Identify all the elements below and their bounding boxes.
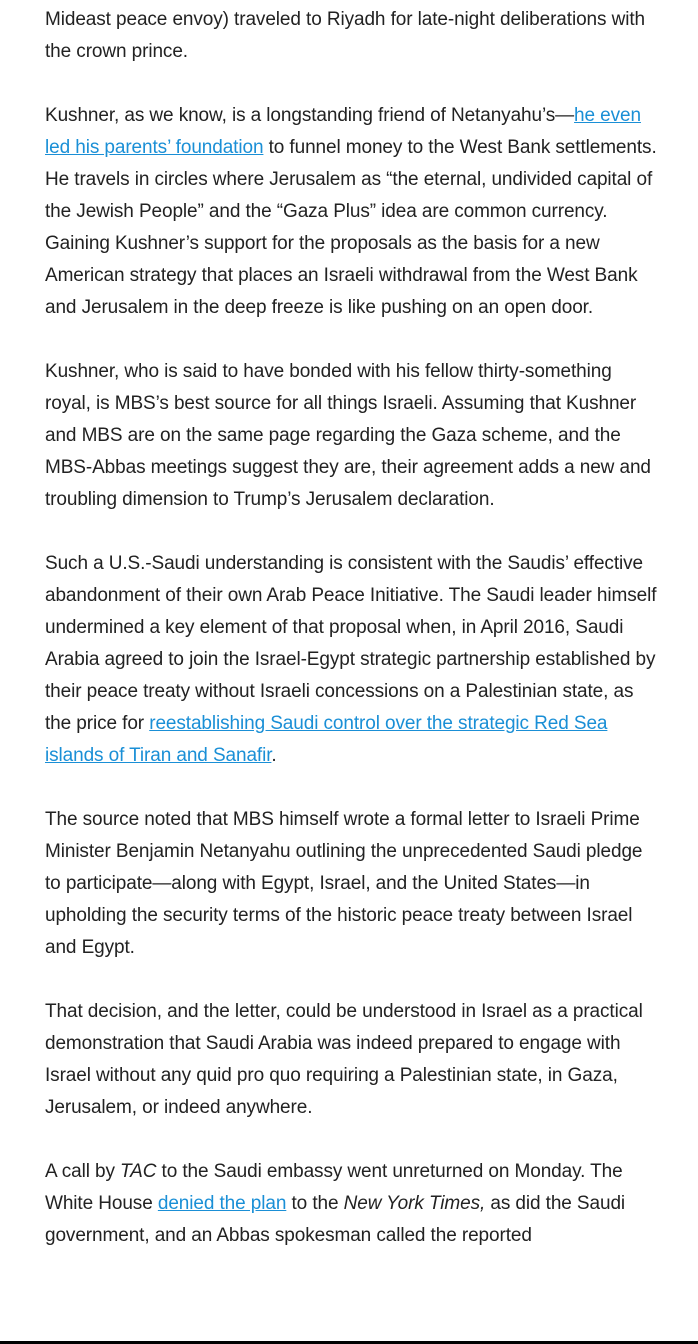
paragraph-kushner-mbs xyxy=(45,356,660,516)
tac-italic: TAC xyxy=(120,1161,157,1182)
paragraph-text: as did the Saudi government, and an Abbas spokesman called the reported xyxy=(45,1193,626,1246)
paragraph-text: to funnel money to the West Bank settlements. He travels in circles where Jerusalem as “the eternal, undivided capital of the Jewish People” and the “Gaza Plus” idea are common currency. Gaining Kushner’s support for the proposals as the basis for a new American strategy that places an Israeli withdrawal from the West Bank and Jerusalem in the deep freeze is like pushing on an open door. xyxy=(45,137,657,318)
red-sea-islands-link[interactable]: reestablishing Saudi control over the strategic Red Sea islands of Tiran and Sanafir xyxy=(45,713,608,766)
paragraph-kushner-friend xyxy=(45,100,660,324)
paragraph-text: That decision, and the letter, could be understood in Israel as a practical demonstration that Saudi Arabia was indeed prepared to engage with Israel without any quid pro quo requiring a Palestinian state, in Gaza, Jerusalem, or indeed anywhere. xyxy=(45,1001,643,1118)
nyt-italic: New York Times, xyxy=(343,1193,486,1214)
paragraph-decision xyxy=(45,996,660,1124)
paragraph-text: Mideast peace envoy) traveled to Riyadh for late-night deliberations with the crown prince. xyxy=(45,9,645,62)
paragraph-text: to the Saudi embassy went unreturned on Monday. The White House xyxy=(45,1161,623,1214)
denied-plan-link[interactable]: denied the plan xyxy=(157,1193,287,1214)
paragraph-us-saudi-understanding xyxy=(45,548,660,772)
paragraph-text: to the xyxy=(286,1193,344,1214)
paragraph-text: The source noted that MBS himself wrote a formal letter to Israeli Prime Minister Benjamin Netanyahu outlining the unprecedented Saudi pledge to participate—along with Egypt, Israel, and the United States—in upholding the security terms of the historic peace treaty between Israel and Egypt. xyxy=(45,809,643,958)
paragraph-text: A call by xyxy=(45,1161,121,1182)
paragraph-text: Kushner, as we know, is a longstanding friend of Netanyahu’s— xyxy=(45,105,575,126)
paragraph-text: Such a U.S.-Saudi understanding is consistent with the Saudis’ effective abandonment of their own Arab Peace Initiative. The Saudi leader himself undermined a key element of that proposal when, in April 2016, Saudi Arabia agreed to join the Israel-Egypt strategic partnership established by their peace treaty without Israeli concessions on a Palestinian state, as the price for xyxy=(45,553,657,734)
paragraph-text: . xyxy=(271,745,277,766)
article-body xyxy=(45,4,660,1284)
paragraph-envoy xyxy=(45,4,660,68)
parents-foundation-link[interactable]: he even led his parents’ foundation xyxy=(45,105,641,158)
paragraph-text: Kushner, who is said to have bonded with his fellow thirty-something royal, is MBS’s best source for all things Israeli. Assuming that Kushner and MBS are on the same page regarding the Gaza scheme, and the MBS-Abbas meetings suggest they are, their agreement adds a new and troubling dimension to Trump’s Jerusalem declaration. xyxy=(45,361,651,510)
paragraph-tac-call xyxy=(45,1156,660,1252)
paragraph-mbs-letter xyxy=(45,804,660,964)
